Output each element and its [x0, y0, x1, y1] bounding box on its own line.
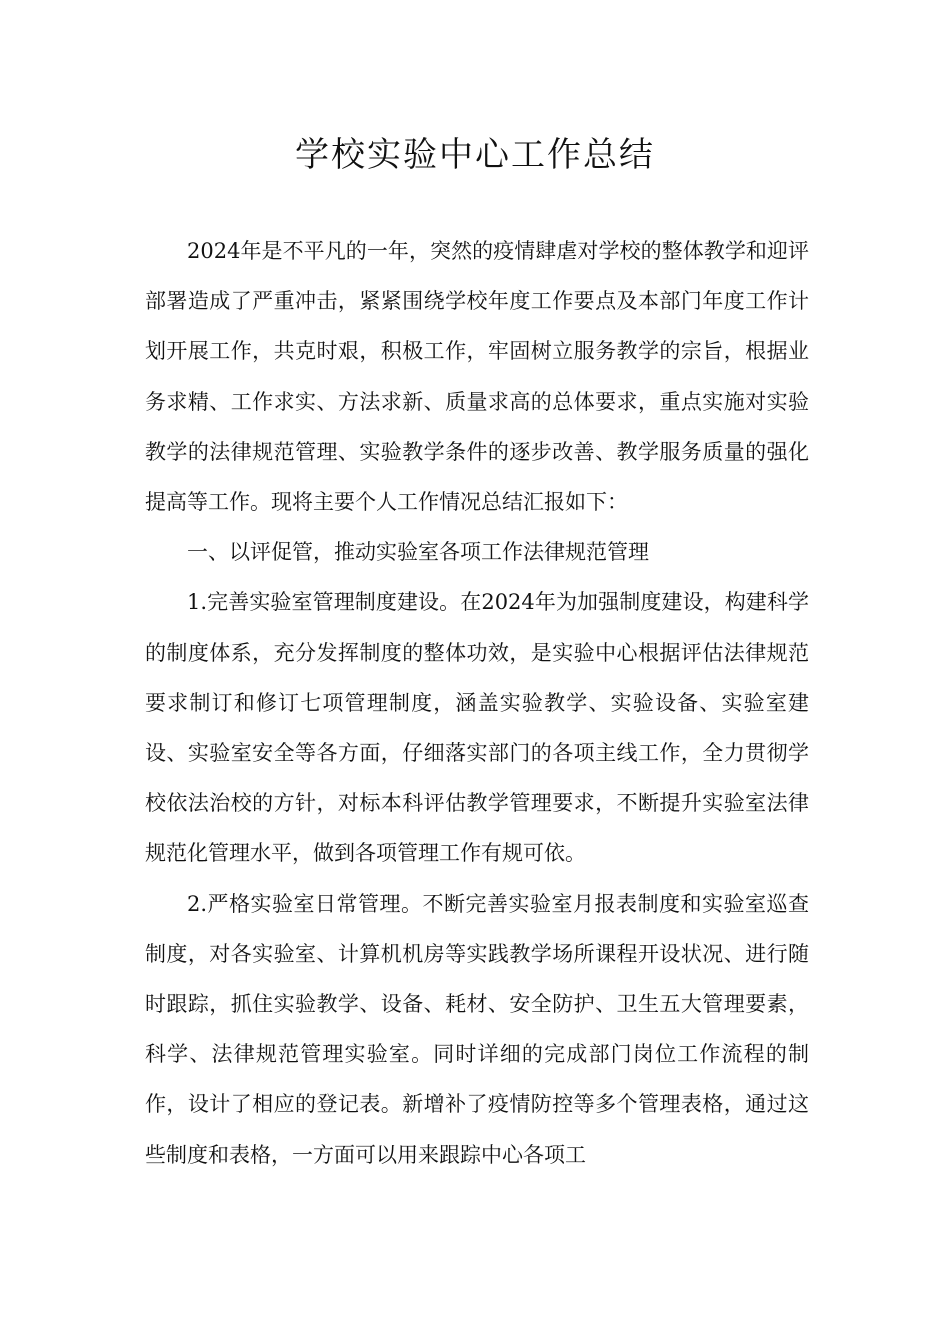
document-body: [145, 226, 809, 1180]
paragraph-intro: 2024年是不平凡的一年，突然的疫情肆虐对学校的整体教学和迎评部署造成了严重冲击，紧紧围绕学校年度工作要点及本部门年度工作计划开展工作，共克时艰，积极工作，牢固树立服务教学的宗旨，根据业务求精、工作求实、方法求新、质量求高的总体要求，重点实施对实验教学的法律规范管理、实验教学条件的逐步改善、教学服务质量的强化提高等工作。现将主要个人工作情况总结汇报如下：: [145, 239, 809, 515]
paragraph-item-2: 2.严格实验室日常管理。不断完善实验室月报表制度和实验室巡查制度，对各实验室、计算机机房等实践教学场所课程开设状况、进行随时跟踪，抓住实验教学、设备、耗材、安全防护、卫生五大管理要素，科学、法律规范管理实验室。同时详细的完成部门岗位工作流程的制作，设计了相应的登记表。新增补了疫情防控等多个管理表格，通过这些制度和表格，一方面可以用来跟踪中心各项工: [145, 891, 809, 1167]
section-heading-1: 一、以评促管，推动实验室各项工作法律规范管理: [187, 540, 649, 565]
document-title: 学校实验中心工作总结: [295, 135, 655, 175]
paragraph-item-1: 1.完善实验室管理制度建设。在2024年为加强制度建设，构建科学的制度体系，充分发挥制度的整体功效，是实验中心根据评估法律规范要求制订和修订七项管理制度，涵盖实验教学、实验设备、实验室建设、实验室安全等各方面，仔细落实部门的各项主线工作，全力贯彻学校依法治校的方针，对标本科评估教学管理要求，不断提升实验室法律规范化管理水平，做到各项管理工作有规可依。: [145, 590, 809, 866]
